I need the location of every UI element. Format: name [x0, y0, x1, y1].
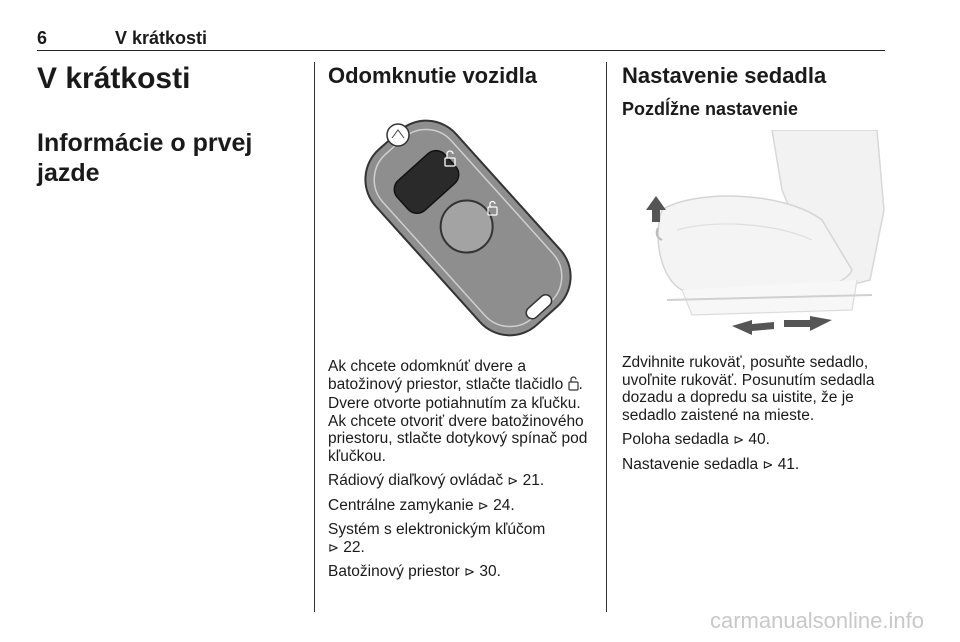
reference-arrow-icon: ⊳: [762, 456, 774, 472]
reference-arrow-icon: ⊳: [464, 564, 476, 579]
unlock-text-a: Ak chcete odomknúť dvere a batožinový priestor, stlačte tlačidlo: [328, 358, 564, 393]
reference-arrow-icon: ⊳: [477, 497, 489, 513]
unlock-text-b: . Dvere otvorte potiahnutím za kľučku. Ak chcete otvoriť dvere batožinového priestoru, stlačte dotykový spínač pod kľučkou.: [328, 375, 588, 465]
column-divider: [606, 62, 607, 612]
cross-reference[interactable]: Nastavenie sedadla ⊳ 41.: [622, 455, 800, 473]
page-number: 6: [37, 28, 48, 48]
cross-reference[interactable]: Batožinový priestor ⊳ 30.: [328, 563, 501, 580]
unlock-heading: Odomknutie vozidla: [328, 63, 538, 88]
key-fob-illustration: [328, 112, 593, 344]
column-divider: [314, 62, 315, 612]
unlock-button-icon: [568, 376, 579, 396]
cross-reference[interactable]: Systém s elektronickým kľúčom ⊳ 22.: [328, 521, 546, 556]
column-left: [37, 62, 305, 188]
unlock-instructions: [328, 358, 593, 465]
seat-instructions: Zdvihnite rukoväť, posuňte sedadlo, uvoľnite rukoväť. Posunutím sedadla dozadu a dopredu sa uistite, že je sedadlo zaistené na mieste.: [622, 354, 875, 424]
seat-adjustment-illustration: [622, 130, 887, 342]
cross-reference[interactable]: Centrálne zamykanie ⊳ 24.: [328, 496, 515, 514]
cross-reference[interactable]: Rádiový diaľkový ovládač ⊳ 21.: [328, 472, 545, 489]
page-header: [37, 26, 885, 51]
reference-arrow-icon: ⊳: [507, 473, 519, 488]
watermark: carmanualsonline.info: [709, 608, 924, 633]
reference-arrow-icon: ⊳: [328, 539, 339, 555]
section-title: Informácie o prvej jazde: [37, 129, 253, 187]
column-right: [622, 62, 887, 480]
seat-subheading: Pozdĺžne nastavenie: [622, 99, 799, 119]
seat-heading: Nastavenie sedadla: [622, 63, 827, 88]
chapter-title: V krátkosti: [37, 62, 191, 95]
reference-arrow-icon: ⊳: [733, 432, 745, 447]
cross-reference[interactable]: Poloha sedadla ⊳ 40.: [622, 431, 770, 448]
header-section-title: V krátkosti: [115, 28, 208, 48]
column-middle: [328, 62, 593, 588]
